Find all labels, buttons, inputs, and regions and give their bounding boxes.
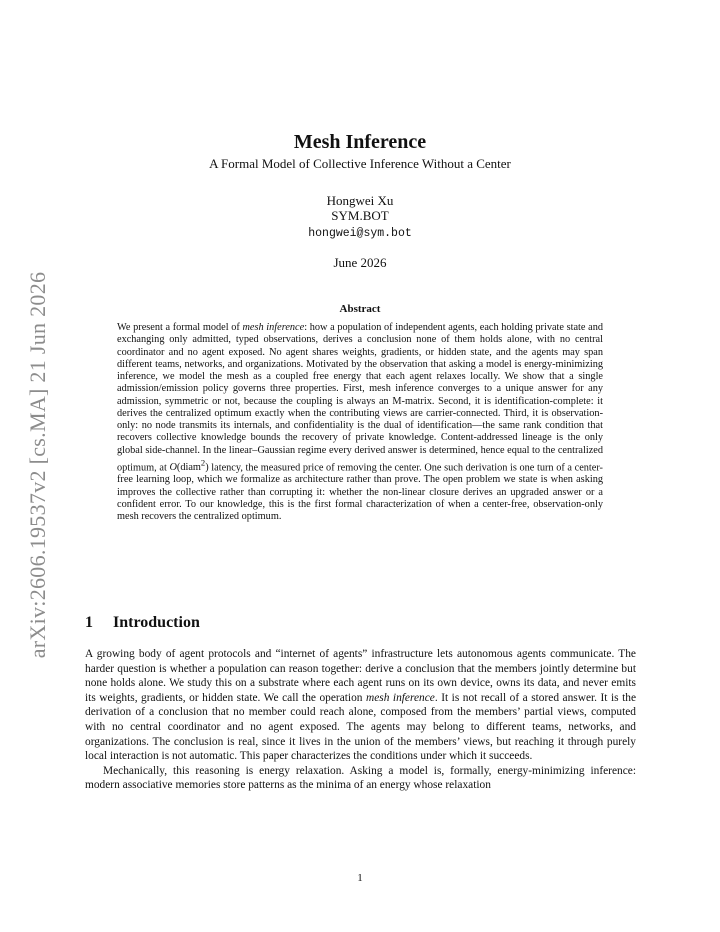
formula-close-paren: )	[205, 462, 209, 474]
abstract-body	[117, 322, 603, 523]
abstract-text-1: We present a formal model of	[117, 322, 243, 333]
abstract-text-3: latency, the measured price of removing the center. One such derivation is one turn of a center-free learning loop, which we formalize as architecture rather than prove. The open problem we state is when asking improves the collective rather than corrupting it: whether the non-linear closure derives an upgraded answer or a confident error. To our knowledge, this is the first formal characterization of when a center-free, observation-only mesh recovers the centralized optimum.	[117, 462, 603, 523]
abstract-text-2: : how a population of independent agents, each holding private state and exchanging only admitted, typed observations, derives a conclusion none of them holds alone, with no central coordinator and no agent exposed. No agent shares weights, gradients, or hidden state, and the agents may span different teams, networks, and organizations. Motivated by the observation that asking a model is energy-minimizing inference, we model the mesh as a coupled free energy that each agent relaxes locally. We show that a single admission/emission policy governs three properties. First, mesh inference converges to a unique answer for any admission, symmetric or not, because the coupling is always an M-matrix. Second, it is identification-complete: it derives the centralized optimum exactly when the contributing views are carrier-connected. Third, it is observation-only: no node transmits its internals, and confidentiality is the dual of identification—the same rank condition that recovers collective knowledge bounds the recovery of private knowledge. Content-addressed lineage is the only global side-channel. In the linear–Gaussian regime every derived answer is determined, hence equal to the centralized optimum, at	[117, 322, 604, 474]
intro-text-1a: A growing body of agent protocols and “internet of agents” infrastructure lets autonomous agents communicate. The harder question is whether a population can reason together: derive a conclusion that the members jointly determine but none holds alone. We study this on a substrate where each agent runs on its own device, owns its data, and never emits its weights, gradients, or hidden state. We call the operation	[85, 648, 636, 704]
abstract-heading: Abstract	[339, 303, 381, 315]
author-name: Hongwei Xu	[326, 193, 394, 208]
formula-argument: (diam	[176, 462, 201, 474]
abstract-emphasis-mesh-inference: mesh inference	[242, 322, 305, 333]
intro-text-1b: . It is not recall of a stored answer. It is the derivation of a conclusion that no member could reach alone, composed from the members’ partial views, computed with no central coordinator and no agent exposed. The agents may belong to different teams, networks, and organizations. The conclusion is real, since it lives in the union of the members’ views, but reaching it through purely local interaction is not automatic. This paper characterizes the conditions under which it succeeds.	[85, 691, 636, 763]
paper-title: Mesh Inference	[293, 131, 427, 153]
introduction-paragraph-2: Mechanically, this reasoning is energy relaxation. Asking a model is, formally, energy-minimizing inference: modern associative memories store patterns as the minima of an energy whose relaxation	[85, 764, 636, 792]
formula-exponent: 2	[200, 457, 206, 468]
section-heading-introduction	[85, 614, 200, 632]
intro-emphasis-mesh-inference: mesh inference	[365, 691, 435, 704]
paper-date: June 2026	[333, 255, 387, 270]
introduction-paragraph-1	[85, 647, 636, 764]
author-affiliation: SYM.BOT	[331, 208, 389, 223]
page-number: 1	[357, 872, 363, 884]
introduction-body	[85, 647, 636, 793]
formula-big-o: O	[169, 462, 177, 474]
paper-subtitle: A Formal Model of Collective Inference Without a Center	[209, 156, 511, 171]
latency-formula	[169, 457, 209, 474]
arxiv-identifier-stamp: arXiv:2606.19537v2 [cs.MA] 21 Jun 2026	[25, 271, 50, 659]
section-title: Introduction	[113, 614, 200, 631]
section-number: 1	[85, 614, 93, 631]
author-email[interactable]: hongwei@sym.bot	[308, 227, 412, 240]
